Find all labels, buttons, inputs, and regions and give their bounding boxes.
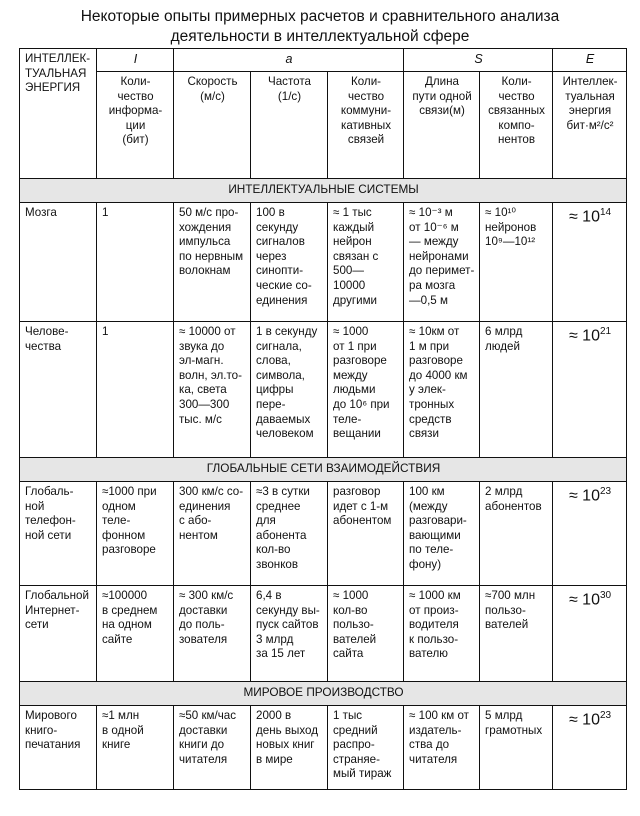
energy-base: ≈ 10 [568,208,600,226]
section-header [20,458,627,482]
cell-speed: ≈ 300 км/с доставки до поль- зователя [174,586,251,682]
header-letter-a: a [174,49,404,72]
cell-info: 1 [97,203,174,322]
cell-links: ≈ 1000 от 1 при разговоре между людьми до 10⁶ при теле- вещании [328,322,404,458]
cell-energy [553,706,627,790]
header-letter-i: I [97,49,174,72]
row-name: Глобаль- ной телефон- ной сети [20,482,97,586]
cell-info: ≈100000 в среднем на одном сайте [97,586,174,682]
cell-components: 2 млрд абонентов [480,482,553,586]
header-letter-e: E [553,49,627,72]
cell-speed: ≈ 10000 от звука до эл-магн. волн, эл.то- ка, света 300—300 тыс. м/с [174,322,251,458]
cell-frequency: 6,4 в секунду вы- пуск сайтов 3 млрд за 15 лет [251,586,328,682]
header-letter-s: S [404,49,553,72]
energy-base: ≈ 10 [568,591,600,609]
header-path-length: Длина пути одной связи(м) [404,72,480,179]
section-title: ГЛОБАЛЬНЫЕ СЕТИ ВЗАИМОДЕЙСТВИЯ [20,458,627,482]
header-row-label: ИНТЕЛЛЕК- ТУАЛЬНАЯ ЭНЕРГИЯ [20,49,97,179]
table-row [20,706,627,790]
cell-path-length: 100 км (между разговари- вающими по теле- фону) [404,482,480,586]
header-speed: Скорость (м/с) [174,72,251,179]
header-row-columns [20,72,627,179]
title-line-2: деятельности в интеллектуальной сфере [170,28,470,45]
table-row [20,482,627,586]
cell-path-length: ≈ 10км от 1 м при разговоре до 4000 км у элек- тронных средств связи [404,322,480,458]
cell-speed: ≈50 км/час доставки книги до читателя [174,706,251,790]
row-name: Мирового книго- печатания [20,706,97,790]
cell-energy [553,322,627,458]
cell-info: 1 [97,322,174,458]
header-energy: Интеллек- туальная энергия бит·м²/с² [553,72,627,179]
cell-links: ≈ 1 тыс каждый нейрон связан с 500— 10000 другими [328,203,404,322]
row-name: Глобальной Интернет- сети [20,586,97,682]
cell-frequency: 1 в секунду сигнала, слова, символа, цифры пере- даваемых человеком [251,322,328,458]
table-row [20,586,627,682]
table-row [20,203,627,322]
cell-speed: 50 м/с про- хождения импульса по нервным волокнам [174,203,251,322]
cell-info: ≈1 млн в одной книге [97,706,174,790]
energy-comparison-table [19,48,627,790]
header-info: Коли- чество информа- ции (бит) [97,72,174,179]
cell-links: 1 тыс средний распро- страняе- мый тираж [328,706,404,790]
cell-energy [553,586,627,682]
energy-exponent: 30 [599,590,612,601]
energy-base: ≈ 10 [568,487,600,505]
energy-exponent: 23 [599,710,612,721]
energy-exponent: 14 [599,207,612,218]
section-header [20,682,627,706]
energy-base: ≈ 10 [568,327,600,345]
row-name: Мозга [20,203,97,322]
table-row [20,322,627,458]
header-components: Коли- чество связанных компо- нентов [480,72,553,179]
cell-links: разговор идет с 1-м абонентом [328,482,404,586]
cell-frequency: ≈3 в сутки среднее для абонента кол-во звонков [251,482,328,586]
cell-frequency: 100 в секунду сигналов через синопти- ческие со- единения [251,203,328,322]
energy-base: ≈ 10 [568,711,600,729]
header-row-letters [20,49,627,72]
cell-info: ≈1000 при одном теле- фонном разговоре [97,482,174,586]
cell-components: 5 млрд грамотных [480,706,553,790]
header-links: Коли- чество коммуни- кативных связей [328,72,404,179]
cell-energy [553,482,627,586]
row-name: Челове- чества [20,322,97,458]
section-title: МИРОВОЕ ПРОИЗВОДСТВО [20,682,627,706]
document-title [0,0,640,43]
cell-links: ≈ 1000 кол-во пользо- вателей сайта [328,586,404,682]
section-title: ИНТЕЛЛЕКТУАЛЬНЫЕ СИСТЕМЫ [20,179,627,203]
header-frequency: Частота (1/с) [251,72,328,179]
title-line-1: Некоторые опыты примерных расчетов и сравнительного анализа [80,8,560,25]
cell-components: ≈ 10¹⁰ нейронов 10⁹—10¹² [480,203,553,322]
cell-path-length: ≈ 100 км от издатель- ства до читателя [404,706,480,790]
cell-speed: 300 км/с со- единения с або- нентом [174,482,251,586]
section-header [20,179,627,203]
cell-frequency: 2000 в день выход новых книг в мире [251,706,328,790]
cell-components: 6 млрд людей [480,322,553,458]
cell-path-length: ≈ 10⁻³ м от 10⁻⁶ м — между нейронами до перимет- ра мозга —0,5 м [404,203,480,322]
energy-exponent: 23 [599,486,612,497]
cell-energy [553,203,627,322]
cell-components: ≈700 млн пользо- вателей [480,586,553,682]
energy-exponent: 21 [599,326,612,337]
cell-path-length: ≈ 1000 км от произ- водителя к пользо- вателю [404,586,480,682]
